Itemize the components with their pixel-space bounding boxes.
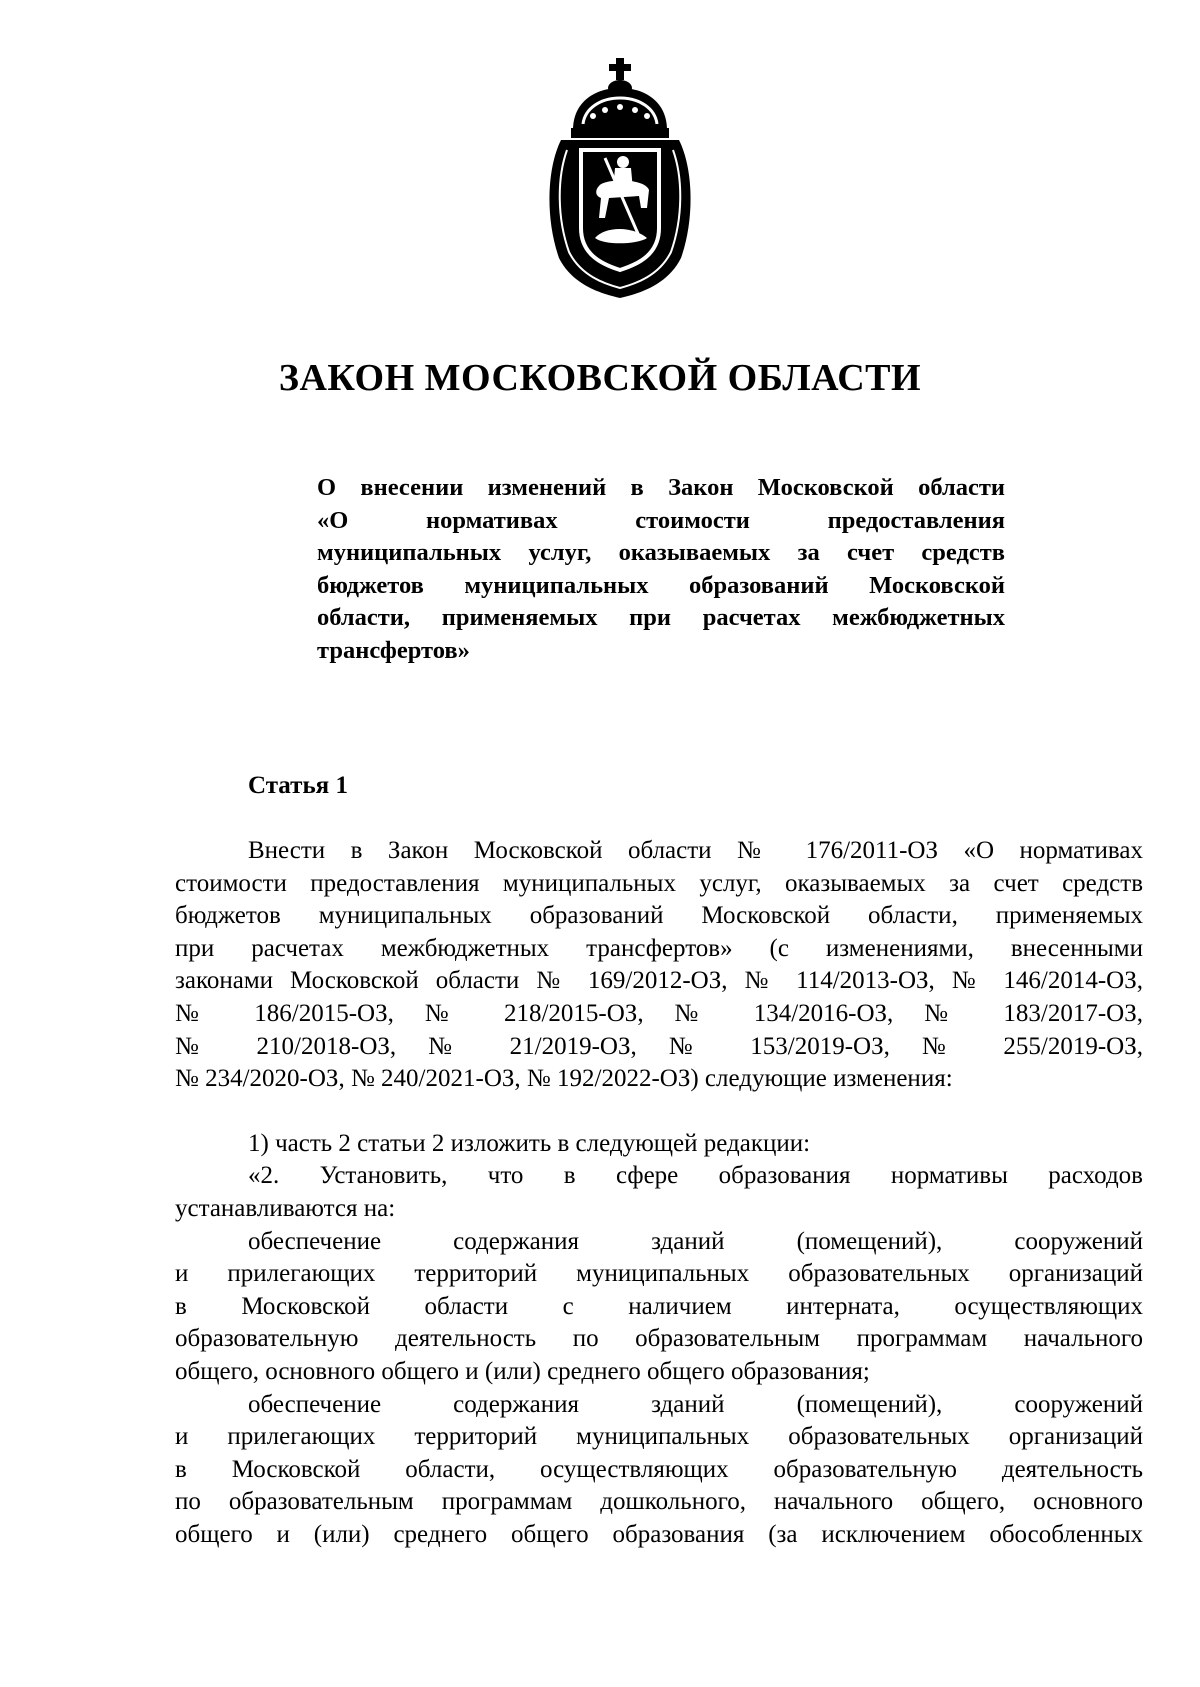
paragraph-line: Внести в Закон Московской области № 176/2011-ОЗ «О нормативах — [248, 837, 1143, 864]
item-line: «2. Установить, что в сфере образования нормативы расходов — [248, 1162, 1143, 1190]
point-line: общего и (или) среднего общего образования (за исключением обособленных — [175, 1520, 1143, 1548]
paragraph-line: бюджетов муниципальных образований Московской области, применяемых — [175, 902, 1143, 930]
point-line: и прилегающих территорий муниципальных образовательных организаций — [175, 1423, 1143, 1451]
paragraph-line: № 186/2015-ОЗ, № 218/2015-ОЗ, № 134/2016-ОЗ, № 183/2017-ОЗ, — [175, 999, 1143, 1027]
document-title: ЗАКОН МОСКОВСКОЙ ОБЛАСТИ — [278, 357, 922, 399]
paragraph-line: при расчетах межбюджетных трансфертов» (с изменениями, внесенными — [175, 934, 1143, 962]
subtitle-line: области, применяемых при расчетах межбюджетных — [317, 604, 1005, 632]
paragraph-line: законами Московской области № 169/2012-ОЗ, № 114/2013-ОЗ, № 146/2014-ОЗ, — [175, 967, 1143, 995]
point-line: по образовательным программам дошкольного, начального общего, основного — [175, 1488, 1143, 1516]
article-heading: Статья 1 — [248, 772, 348, 799]
subtitle-line: «О нормативах стоимости предоставления — [317, 506, 1005, 534]
point-line: обеспечение содержания зданий (помещений), сооружений — [248, 1390, 1143, 1418]
point-line: обеспечение содержания зданий (помещений), сооружений — [248, 1227, 1143, 1255]
point-line: в Московской области с наличием интерната, осуществляющих — [175, 1292, 1143, 1320]
document-subtitle — [317, 472, 1005, 668]
subtitle-line: трансфертов» — [317, 636, 470, 664]
subtitle-line: бюджетов муниципальных образований Московской — [317, 571, 1005, 599]
point-line: и прилегающих территорий муниципальных образовательных организаций — [175, 1260, 1143, 1288]
paragraph-line: № 234/2020-ОЗ, № 240/2021-ОЗ, № 192/2022-ОЗ) следующие изменения: — [175, 1065, 953, 1093]
paragraph-gap — [175, 1096, 1143, 1128]
point-line: образовательную деятельность по образовательным программам начального — [175, 1325, 1143, 1353]
point-line: общего, основного общего и (или) среднего общего образования; — [175, 1357, 870, 1385]
subtitle-line: муниципальных услуг, оказываемых за счет средств — [317, 539, 1005, 567]
item-line: 1) часть 2 статьи 2 изложить в следующей редакции: — [248, 1129, 811, 1157]
point-line: в Московской области, осуществляющих образовательную деятельность — [175, 1455, 1143, 1483]
paragraph-line: стоимости предоставления муниципальных услуг, оказываемых за счет средств — [175, 869, 1143, 897]
coat-of-arms-emblem — [543, 58, 697, 298]
subtitle-line: О внесении изменений в Закон Московской области — [317, 474, 1005, 501]
article-body — [175, 835, 1143, 1551]
paragraph-line: № 210/2018-ОЗ, № 21/2019-ОЗ, № 153/2019-ОЗ, № 255/2019-ОЗ, — [175, 1032, 1143, 1060]
item-line: устанавливаются на: — [175, 1194, 396, 1222]
